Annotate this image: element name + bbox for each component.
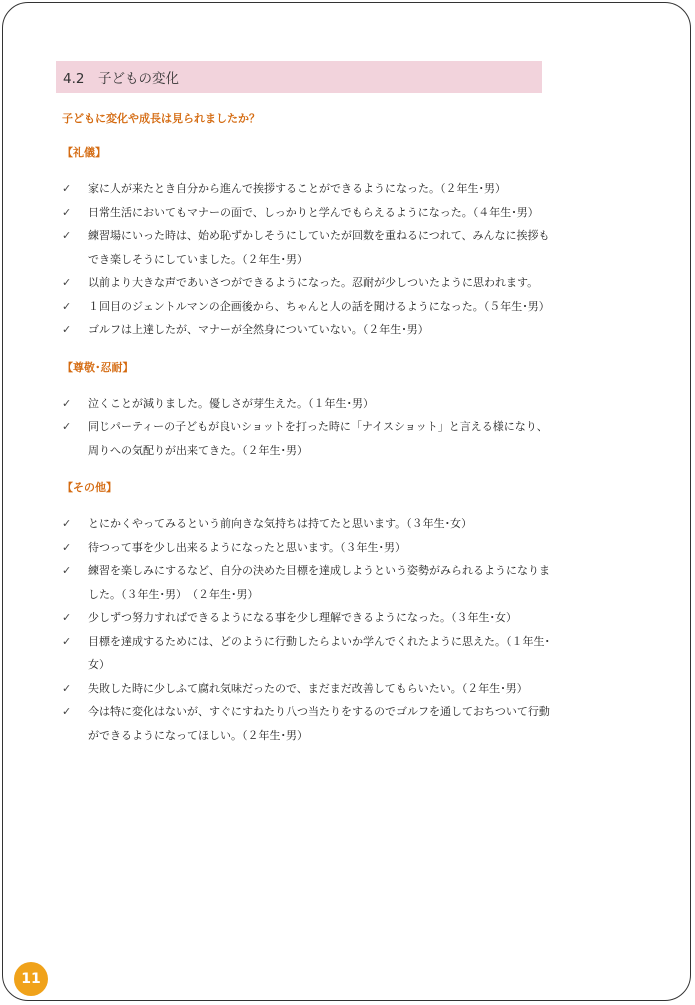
list-item: ✓ 以前より大きな声であいさつができるようになった。忍耐が少しついたように思われます。	[62, 271, 552, 295]
section-title-bar	[56, 61, 542, 93]
content	[62, 141, 552, 747]
check-icon: ✓	[62, 517, 72, 530]
category-heading: 【尊敬･忍耐】	[62, 360, 134, 374]
check-icon: ✓	[62, 229, 72, 242]
check-icon: ✓	[62, 634, 72, 648]
check-icon: ✓	[62, 396, 72, 410]
list-item: ✓ 目標を達成するためには、どのように行動したらよいか学んでくれたように思えた。（１年生･女）	[62, 630, 552, 677]
check-icon: ✓	[62, 299, 72, 313]
check-icon: ✓	[62, 323, 72, 336]
check-icon: ✓	[62, 705, 72, 718]
page-number-badge: 11	[14, 962, 48, 996]
list-item: ✓ 失敗した時に少しふて腐れ気味だったので、まだまだ改善してもらいたい。（２年生･男）	[62, 677, 552, 701]
list-item: ✓ 今は特に変化はないが、すぐにすねたり八つ当たりをするのでゴルフを通しておちついて行動ができるようになってほしい。（２年生･男）	[62, 700, 552, 747]
category-sonkei-nintai	[62, 356, 552, 477]
response-list	[62, 177, 552, 342]
check-icon: ✓	[62, 540, 72, 554]
list-item: ✓ １回目のジェントルマンの企画後から、ちゃんと人の話を聞けるようになった。（５年生･男）	[62, 295, 552, 319]
check-icon: ✓	[62, 276, 72, 289]
check-icon: ✓	[62, 205, 72, 219]
check-icon: ✓	[62, 681, 72, 695]
category-sonota	[62, 476, 552, 747]
list-item: ✓ 泣くことが減りました。優しさが芽生えた。（１年生･男）	[62, 392, 552, 416]
response-list	[62, 512, 552, 747]
check-icon: ✓	[62, 611, 72, 624]
check-icon: ✓	[62, 564, 72, 577]
list-item: ✓ 同じパーティーの子どもが良いショットを打った時に「ナイスショット」と言える様になり、周りへの気配りが出来てきた。（２年生･男）	[62, 415, 552, 462]
list-item: ✓ ゴルフは上達したが、マナーが全然身についていない。（２年生･男）	[62, 318, 552, 342]
check-icon: ✓	[62, 182, 72, 195]
list-item: ✓ 家に人が来たとき自分から進んで挨拶することができるようになった。（２年生･男）	[62, 177, 552, 201]
list-item: ✓ 練習を楽しみにするなど、自分の決めた目標を達成しようという姿勢がみられるようになりました。（３年生･男） （２年生･男）	[62, 559, 552, 606]
list-item: ✓ とにかくやってみるという前向きな気持ちは持てたと思います。（３年生･女）	[62, 512, 552, 536]
list-item: ✓ 待つって事を少し出来るようになったと思います。（３年生･男）	[62, 536, 552, 560]
question-heading: 子どもに変化や成長は見られましたか？	[62, 112, 260, 125]
list-item: ✓ 日常生活においてもマナーの面で、しっかりと学んでもらえるようになった。（４年生･男）	[62, 201, 552, 225]
list-item: ✓ 練習場にいった時は、始め恥ずかしそうにしていたが回数を重ねるにつれて、みんなに挨拶もでき楽しそうにしていました。（２年生･男）	[62, 224, 552, 271]
category-reigi	[62, 141, 552, 356]
section-title: 4.2 子どもの変化	[63, 71, 179, 87]
category-heading: 【その他】	[62, 481, 117, 494]
check-icon: ✓	[62, 420, 72, 433]
response-list	[62, 392, 552, 463]
list-item: ✓ 少しずつ努力すればできるようになる事を少し理解できるようになった。（３年生･女）	[62, 606, 552, 630]
category-heading: 【礼儀】	[62, 146, 106, 159]
